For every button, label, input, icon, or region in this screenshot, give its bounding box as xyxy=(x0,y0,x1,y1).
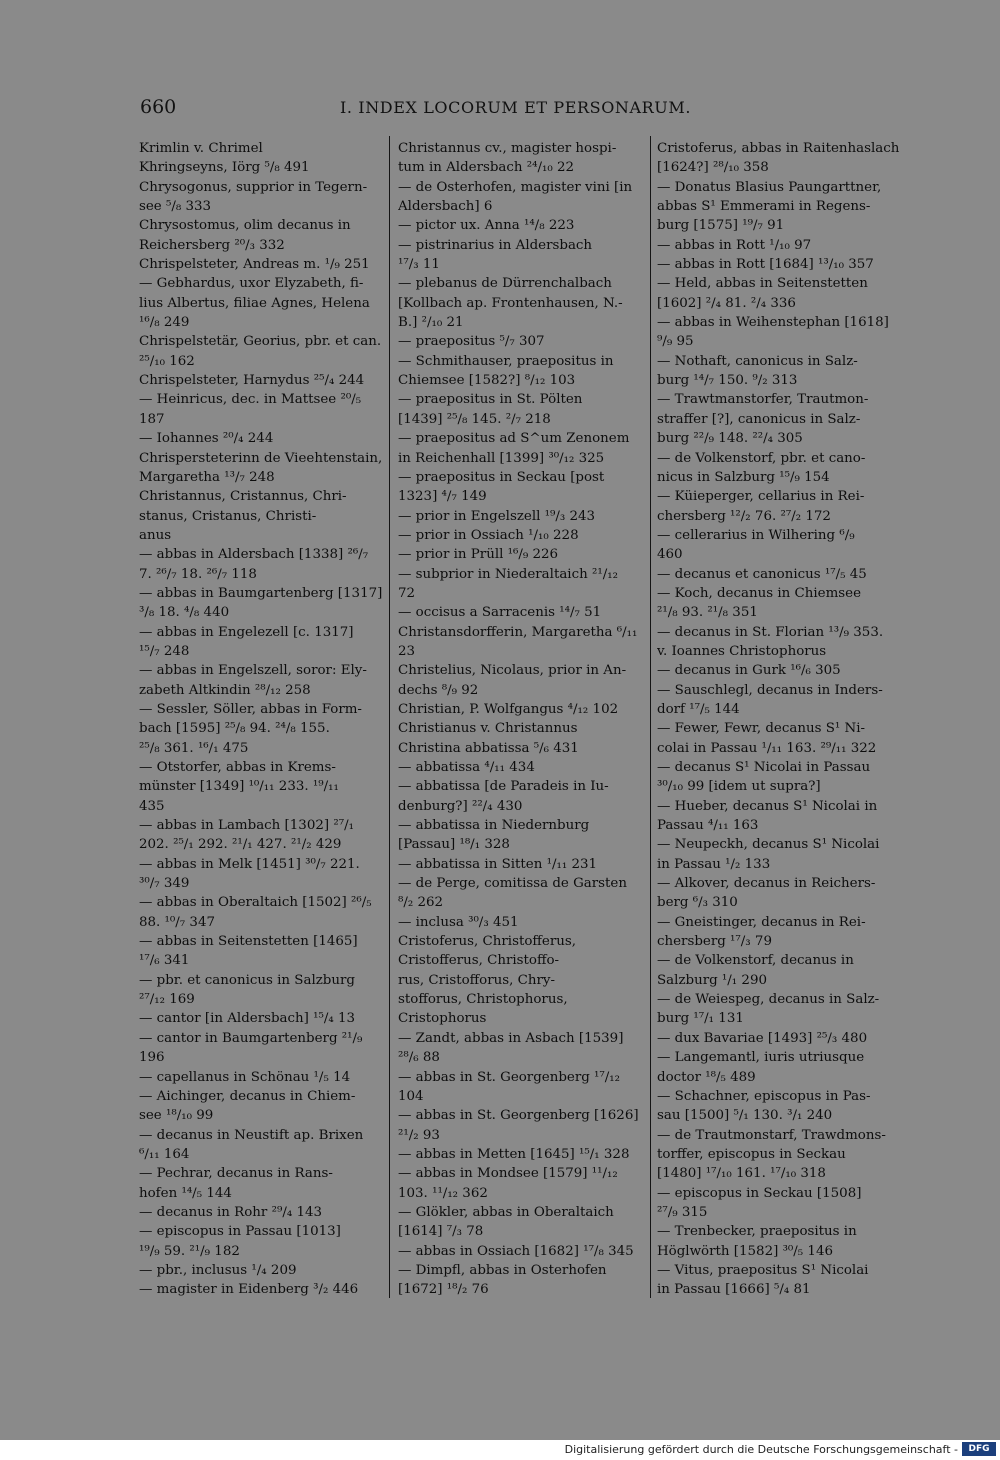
index-line: — cantor in Baumgartenberg ²¹/₉ xyxy=(139,1030,363,1046)
index-line: 187 xyxy=(139,411,165,427)
index-line: ²⁷/₉ 315 xyxy=(657,1204,708,1220)
index-line: [Kollbach ap. Frontenhausen, N.- xyxy=(398,295,623,311)
index-line: — abbatissa ⁴/₁₁ 434 xyxy=(398,760,535,775)
index-line: — Hueber, decanus S¹ Nicolai in xyxy=(657,798,878,814)
index-line: 196 xyxy=(139,1050,165,1066)
index-line: Christina abbatissa ⁵/₆ 431 xyxy=(398,740,579,756)
index-line: — Sauschlegl, decanus in Inders- xyxy=(657,682,883,698)
index-line: — Schachner, episcopus in Pas- xyxy=(657,1088,871,1104)
index-line: tum in Aldersbach ²⁴/₁₀ 22 xyxy=(398,160,575,176)
index-line: — Trawtmanstorfer, Trautmon- xyxy=(657,392,869,408)
index-line: — Schmithauser, praepositus in xyxy=(398,353,614,369)
index-line: münster [1349] ¹⁰/₁₁ 233. ¹⁹/₁₁ xyxy=(139,779,339,795)
index-line: bach [1595] ²⁵/₈ 94. ²⁴/₈ 155. xyxy=(139,721,330,737)
index-line: — Heinricus, dec. in Mattsee ²⁰/₅ xyxy=(139,392,362,408)
index-line: — abbas in Metten [1645] ¹⁵/₁ 328 xyxy=(398,1146,630,1162)
index-line: Chrysostomus, olim decanus in xyxy=(139,218,351,234)
index-line: — Glökler, abbas in Oberaltaich xyxy=(398,1204,614,1220)
index-line: [1480] ¹⁷/₁₀ 161. ¹⁷/₁₀ 318 xyxy=(657,1166,826,1182)
index-line: — abbatissa in Sitten ¹/₁₁ 231 xyxy=(398,856,598,872)
index-line: 103. ¹¹/₁₂ 362 xyxy=(398,1185,488,1201)
index-line: Cristoferus, Christofferus, xyxy=(398,934,576,950)
index-line: burg [1575] ¹⁹/₇ 91 xyxy=(657,218,785,234)
index-line: — Küieperger, cellarius in Rei- xyxy=(657,489,865,505)
index-line: — Nothaft, canonicus in Salz- xyxy=(657,353,858,369)
index-line: abbas S¹ Emmerami in Regens- xyxy=(657,199,871,215)
index-line: see ¹⁸/₁₀ 99 xyxy=(139,1108,214,1124)
index-line: Chiemsee [1582?] ⁸/₁₂ 103 xyxy=(398,373,576,389)
index-line: — Pechrar, decanus in Rans- xyxy=(139,1166,333,1182)
index-line: Christian, P. Wolfgangus ⁴/₁₂ 102 xyxy=(398,701,619,717)
index-line: — Alkover, decanus in Reichers- xyxy=(657,876,876,892)
index-line: — decanus in St. Florian ¹³/₉ 353. xyxy=(657,624,884,640)
index-line: — pistrinarius in Aldersbach xyxy=(398,237,593,253)
index-column-3 xyxy=(657,139,907,1300)
index-line: 202. ²⁵/₁ 292. ²¹/₁ 427. ²¹/₂ 429 xyxy=(139,837,342,853)
index-line: — magister in Eidenberg ³/₂ 446 xyxy=(139,1282,359,1298)
index-line: rus, Cristofforus, Chry- xyxy=(398,972,556,988)
index-line: Passau ⁴/₁₁ 163 xyxy=(657,818,759,834)
index-line: in Passau ¹/₂ 133 xyxy=(657,856,771,872)
index-line: [1602] ²/₄ 81. ²/₄ 336 xyxy=(657,295,796,311)
index-line: 435 xyxy=(139,798,165,814)
index-line: — abbas in St. Georgenberg [1626] xyxy=(398,1108,639,1124)
index-line: — pbr., inclusus ¹/₄ 209 xyxy=(139,1262,297,1278)
index-line: v. Ioannes Christophorus xyxy=(657,643,827,659)
index-line: — capellanus in Schönau ¹/₅ 14 xyxy=(139,1069,351,1085)
index-line: Aldersbach] 6 xyxy=(398,199,493,215)
index-line: — Donatus Blasius Paungarttner, xyxy=(657,179,882,195)
index-line: Reichersberg ²⁰/₃ 332 xyxy=(139,237,285,253)
index-line: — decanus et canonicus ¹⁷/₅ 45 xyxy=(657,566,867,582)
index-line: — Neupeckh, decanus S¹ Nicolai xyxy=(657,837,880,853)
index-line: — Held, abbas in Seitenstetten xyxy=(657,276,868,292)
index-line: — praepositus ad S^um Zenonem xyxy=(398,431,630,447)
index-line: dorf ¹⁷/₅ 144 xyxy=(657,701,740,717)
index-line: — praepositus in Seckau [post xyxy=(398,469,605,485)
index-line: — decanus in Gurk ¹⁶/₆ 305 xyxy=(657,663,841,679)
index-line: — prior in Ossiach ¹/₁₀ 228 xyxy=(398,527,579,543)
index-line: colai in Passau ¹/₁₁ 163. ²⁹/₁₁ 322 xyxy=(657,740,877,756)
index-line: burg ¹⁴/₇ 150. ⁹/₂ 313 xyxy=(657,373,798,389)
index-line: ³⁰/₁₀ 99 [idem ut supra?] xyxy=(657,779,821,795)
index-line: — plebanus de Dürrenchalbach xyxy=(398,276,612,292)
index-line: — abbas in Rott [1684] ¹³/₁₀ 357 xyxy=(657,257,874,273)
index-line: 72 xyxy=(398,585,416,601)
index-line: — decanus S¹ Nicolai in Passau xyxy=(657,760,871,775)
index-line: denburg?] ²²/₄ 430 xyxy=(398,798,523,814)
index-line: — cellerarius in Wilhering ⁶/₉ xyxy=(657,527,855,543)
index-line: — Fewer, Fewr, decanus S¹ Ni- xyxy=(657,721,866,737)
index-line: [1439] ²⁵/₈ 145. ²/₇ 218 xyxy=(398,411,551,427)
index-line: — Dimpfl, abbas in Osterhofen xyxy=(398,1262,607,1278)
index-line: Höglwörth [1582] ³⁰/₅ 146 xyxy=(657,1243,833,1259)
index-line: — abbas in Lambach [1302] ²⁷/₁ xyxy=(139,818,354,834)
index-line: — pbr. et canonicus in Salzburg xyxy=(139,972,355,988)
index-line: chersberg ¹⁷/₃ 79 xyxy=(657,934,772,950)
index-line: doctor ¹⁸/₅ 489 xyxy=(657,1069,756,1085)
index-line: Cristofferus, Christoffo- xyxy=(398,953,560,969)
index-line: — Gebhardus, uxor Elyzabeth, fi- xyxy=(139,276,364,292)
index-line: — episcopus in Passau [1013] xyxy=(139,1224,341,1240)
index-line: — decanus in Neustift ap. Brixen xyxy=(139,1127,364,1143)
index-line: Chrispelsteter, Andreas m. ¹/₉ 251 xyxy=(139,257,370,273)
index-line: — praepositus in St. Pölten xyxy=(398,392,583,408)
index-line: — Aichinger, decanus in Chiem- xyxy=(139,1088,356,1104)
index-line: Chrysogonus, supprior in Tegern- xyxy=(139,179,368,195)
index-line: — abbas in Mondsee [1579] ¹¹/₁₂ xyxy=(398,1166,618,1182)
index-line: ⁹/₉ 95 xyxy=(657,334,694,350)
running-title: I. INDEX LOCORUM ET PERSONARUM. xyxy=(340,98,692,117)
index-line: — subprior in Niederaltaich ²¹/₁₂ xyxy=(398,566,618,582)
index-line: — abbatissa [de Paradeis in Iu- xyxy=(398,779,609,795)
index-line: 23 xyxy=(398,643,416,659)
index-line: stanus, Cristanus, Christi- xyxy=(139,508,317,524)
index-line: — Trenbecker, praepositus in xyxy=(657,1224,857,1240)
index-line: in Reichenhall [1399] ³⁰/₁₂ 325 xyxy=(398,450,605,466)
index-line: 460 xyxy=(657,547,683,563)
index-line: — abbas in Rott ¹/₁₀ 97 xyxy=(657,237,812,253)
index-line: chersberg ¹²/₂ 76. ²⁷/₂ 172 xyxy=(657,508,831,524)
index-line: — de Weiespeg, decanus in Salz- xyxy=(657,992,880,1008)
index-line: Khringseyns, Iörg ⁵/₈ 491 xyxy=(139,160,310,176)
index-line: Chrispelstetär, Georius, pbr. et can. xyxy=(139,334,382,350)
index-line: — de Trautmonstarf, Trawdmons- xyxy=(657,1127,886,1143)
index-line: 1323] ⁴/₇ 149 xyxy=(398,489,487,505)
index-line: [1614] ⁷/₃ 78 xyxy=(398,1224,484,1240)
index-line: — Zandt, abbas in Asbach [1539] xyxy=(398,1030,624,1046)
index-line: anus xyxy=(139,527,172,543)
index-line: Christianus v. Christannus xyxy=(398,721,578,737)
index-line: [Passau] ¹⁸/₁ 328 xyxy=(398,837,510,853)
index-line: — decanus in Rohr ²⁹/₄ 143 xyxy=(139,1204,323,1220)
index-line: — de Perge, comitissa de Garsten xyxy=(398,876,627,892)
index-line: burg ¹⁷/₁ 131 xyxy=(657,1011,744,1027)
index-line: 7. ²⁶/₇ 18. ²⁶/₇ 118 xyxy=(139,566,257,582)
index-line: 104 xyxy=(398,1088,424,1104)
index-line: hofen ¹⁴/₅ 144 xyxy=(139,1185,232,1201)
index-line: lius Albertus, filiae Agnes, Helena xyxy=(139,295,370,311)
index-line: — Vitus, praepositus S¹ Nicolai xyxy=(657,1262,869,1278)
index-line: Christelius, Nicolaus, prior in An- xyxy=(398,663,627,679)
index-line: burg ²²/₉ 148. ²²/₄ 305 xyxy=(657,431,803,447)
index-line: — abbas in Baumgartenberg [1317] xyxy=(139,585,383,601)
index-line: ²⁷/₁₂ 169 xyxy=(139,992,195,1008)
index-line: — abbas in St. Georgenberg ¹⁷/₁₂ xyxy=(398,1069,621,1085)
index-line: — prior in Engelszell ¹⁹/₃ 243 xyxy=(398,508,596,524)
index-line: Cristophorus xyxy=(398,1011,487,1027)
index-line: ⁸/₂ 262 xyxy=(398,895,444,911)
index-line: ⁶/₁₁ 164 xyxy=(139,1146,190,1162)
index-line: Krimlin v. Chrimel xyxy=(139,141,263,156)
index-column-2 xyxy=(398,139,648,1300)
funding-note: Digitalisierung gefördert durch die Deutsche Forschungsgemeinschaft - xyxy=(564,1443,958,1456)
index-line: Margaretha ¹³/₇ 248 xyxy=(139,469,275,485)
index-line: nicus in Salzburg ¹⁵/₉ 154 xyxy=(657,469,830,485)
index-line: see ⁵/₈ 333 xyxy=(139,199,212,215)
index-line: berg ⁶/₃ 310 xyxy=(657,895,738,911)
index-line: ¹⁹/₉ 59. ²¹/₉ 182 xyxy=(139,1243,240,1259)
index-line: — Sessler, Söller, abbas in Form- xyxy=(139,701,362,717)
index-line: — inclusa ³⁰/₃ 451 xyxy=(398,914,519,930)
index-line: zabeth Altkindin ²⁸/₁₂ 258 xyxy=(139,682,311,698)
index-line: — prior in Prüll ¹⁶/₉ 226 xyxy=(398,547,559,563)
index-line: — abbas in Oberaltaich [1502] ²⁶/₅ xyxy=(139,895,372,911)
index-line: — Gneistinger, decanus in Rei- xyxy=(657,914,866,930)
index-line: [1624?] ²⁸/₁₀ 358 xyxy=(657,160,769,176)
index-column-1 xyxy=(139,139,407,1300)
index-line: Cristoferus, abbas in Raitenhaslach xyxy=(657,141,900,156)
index-line: — abbas in Melk [1451] ³⁰/₇ 221. xyxy=(139,856,360,872)
index-line: dechs ⁸/₉ 92 xyxy=(398,682,479,698)
index-line: ²⁵/₁₀ 162 xyxy=(139,353,195,369)
index-line: — abbas in Ossiach [1682] ¹⁷/₈ 345 xyxy=(398,1243,634,1259)
index-line: ¹⁶/₈ 249 xyxy=(139,315,190,331)
index-line: torffer, episcopus in Seckau xyxy=(657,1146,846,1162)
index-line: — dux Bavariae [1493] ²⁵/₃ 480 xyxy=(657,1030,868,1046)
index-line: straffer [?], canonicus in Salz- xyxy=(657,411,861,427)
index-line: [1672] ¹⁸/₂ 76 xyxy=(398,1282,489,1298)
index-line: — de Volkenstorf, decanus in xyxy=(657,953,854,969)
index-line: — pictor ux. Anna ¹⁴/₈ 223 xyxy=(398,218,575,234)
index-line: 88. ¹⁰/₇ 347 xyxy=(139,914,215,930)
index-line: — episcopus in Seckau [1508] xyxy=(657,1185,862,1201)
index-line: ¹⁷/₃ 11 xyxy=(398,257,440,273)
index-line: Salzburg ¹/₁ 290 xyxy=(657,972,767,988)
index-line: — Koch, decanus in Chiemsee xyxy=(657,585,862,601)
index-line: — abbatissa in Niedernburg xyxy=(398,818,590,834)
index-line: ³/₈ 18. ⁴/₈ 440 xyxy=(139,605,230,621)
index-line: sau [1500] ⁵/₁ 130. ³/₁ 240 xyxy=(657,1108,833,1124)
index-line: ²¹/₈ 93. ²¹/₈ 351 xyxy=(657,605,758,621)
index-line: — Iohannes ²⁰/₄ 244 xyxy=(139,431,274,447)
index-line: in Passau [1666] ⁵/₄ 81 xyxy=(657,1282,811,1298)
index-line: — abbas in Weihenstephan [1618] xyxy=(657,315,889,331)
index-line: — de Osterhofen, magister vini [in xyxy=(398,179,633,195)
index-line: — occisus a Sarracenis ¹⁴/₇ 51 xyxy=(398,605,602,621)
index-line: ²¹/₂ 93 xyxy=(398,1127,440,1143)
index-line: — abbas in Aldersbach [1338] ²⁶/₇ xyxy=(139,547,369,563)
index-line: — abbas in Seitenstetten [1465] xyxy=(139,934,358,950)
index-line: Christannus, Cristannus, Chri- xyxy=(139,489,347,505)
index-line: — abbas in Engelezell [c. 1317] xyxy=(139,624,354,640)
index-line: — abbas in Engelszell, soror: Ely- xyxy=(139,663,367,679)
index-line: ²⁵/₈ 361. ¹⁶/₁ 475 xyxy=(139,740,249,756)
index-line: — de Volkenstorf, pbr. et cano- xyxy=(657,450,866,466)
column-rule xyxy=(650,136,651,1298)
index-line: stofforus, Christophorus, xyxy=(398,992,568,1008)
index-line: Chrispersteterinn de Vieehtenstain, xyxy=(139,450,383,466)
dfg-logo: DFG xyxy=(962,1442,996,1456)
index-line: — cantor [in Aldersbach] ¹⁵/₄ 13 xyxy=(139,1011,356,1027)
index-line: — praepositus ⁵/₇ 307 xyxy=(398,334,545,350)
index-line: ²⁸/₆ 88 xyxy=(398,1050,440,1066)
index-line: Christansdorfferin, Margaretha ⁶/₁₁ xyxy=(398,624,638,640)
footer xyxy=(0,1440,1000,1460)
page-header xyxy=(140,96,910,120)
index-line: ¹⁷/₆ 341 xyxy=(139,953,190,969)
index-line: B.] ²/₁₀ 21 xyxy=(398,315,464,331)
index-line: — Langemantl, iuris utriusque xyxy=(657,1050,865,1066)
index-line: — Otstorfer, abbas in Krems- xyxy=(139,760,336,775)
index-line: Christannus cv., magister hospi- xyxy=(398,141,617,156)
index-line: Chrispelsteter, Harnydus ²⁵/₄ 244 xyxy=(139,373,365,389)
page-number: 660 xyxy=(140,96,177,118)
index-line: ³⁰/₇ 349 xyxy=(139,876,190,892)
index-line: ¹⁵/₇ 248 xyxy=(139,643,190,659)
